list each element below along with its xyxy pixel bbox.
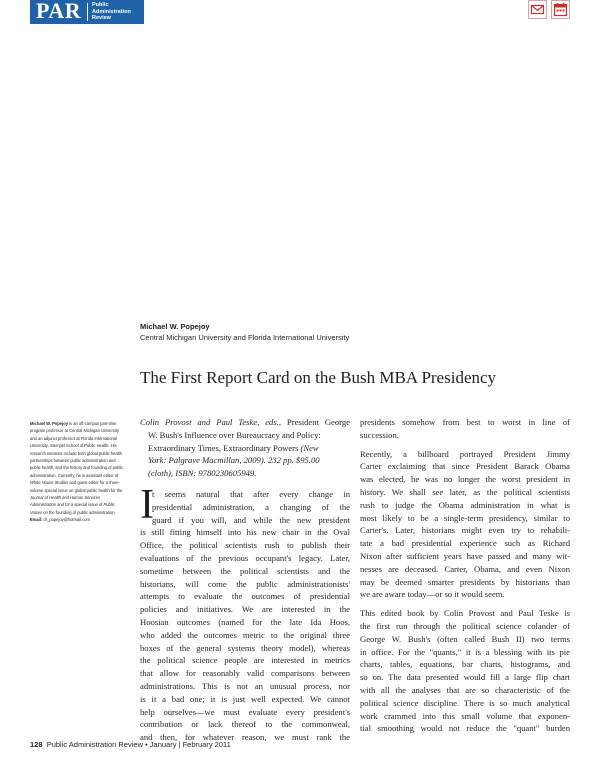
- paragraph: [360, 607, 570, 735]
- body-line: so on. The data presented would fill a large flip chart: [360, 672, 570, 683]
- body-line: This edited book by Colin Provost and Paul Teske is: [360, 608, 570, 619]
- book-citation-line: Extraordinary Times, Extraordinary Powers (New: [148, 442, 319, 453]
- body-line: the political science people are interested in metrics: [140, 655, 350, 666]
- journal-logo: [30, 0, 144, 24]
- book-citation-line: Colin Provost and Paul Teske, eds., President George: [140, 417, 350, 427]
- body-line: nesses are deceased. Carter, Obama, and even Nixon: [360, 563, 570, 574]
- column-left-body: [140, 526, 350, 744]
- logo-par: PAR: [36, 0, 82, 23]
- body-line: with all the analyses that are so characteristic of the: [360, 684, 570, 695]
- body-line: sometime between the political scientists and the: [140, 565, 350, 576]
- body-line: was elected, he was no longer the worst president in: [360, 474, 570, 485]
- page-footer: [30, 740, 231, 750]
- body-line: tial smoothing would not reduce the "quant" burden: [360, 723, 570, 734]
- column-right: [360, 416, 570, 735]
- author-bio: Michael W. Popejoy is an off-campus part-time program professor at Central Michigan University and an adjunct professor at Florida International University, Stempel School of Public Health. His research interests include both global public health partnerships between public administration and public health, and the history and founding of public administration. Currently, he is assistant editor of White House Studies and guest editor for a three-volume special issue on global public health for the Journal of Health and Human Services Administration and for a special issue of Public Voices on the founding of public administration. Email: dr_popejoy@hotmail.com: [30, 421, 124, 523]
- body-line: t seems natural that after every change in: [152, 488, 350, 499]
- email-icon[interactable]: [528, 0, 547, 19]
- body-line: presidential administration, a changing of the: [152, 501, 350, 512]
- body-line: history. We shall see later, as the political scientists: [360, 486, 570, 497]
- body-line: charts, tables, equations, bar charts, histograms, and: [360, 659, 570, 670]
- body-line: boxes of the general systems theory model), whereas: [140, 642, 350, 653]
- body-line: Carter exclaiming that since President Barack Obama: [360, 461, 570, 472]
- author-affiliation: Central Michigan University and Florida International University: [140, 333, 350, 342]
- body-line: Office, the political scientists rush to publish their: [140, 540, 350, 551]
- body-line: that allow for reasonably valid comparisons between: [140, 668, 350, 679]
- paragraph: [360, 448, 570, 602]
- body-line: attempts to evaluate the outcomes of presidential: [140, 591, 350, 602]
- footer-text: Public Administration Review • January | February 2011: [46, 740, 231, 749]
- logo-subtitle: Public Administration Review: [92, 2, 131, 21]
- body-line: Hoosian outcomes (named for the late Ida Hoos,: [140, 616, 350, 627]
- bio-name: Michael W. Popejoy: [30, 421, 68, 426]
- body-line: policies and initiatives. We are interested in the: [140, 604, 350, 615]
- body-line: in office. For the "quants," it is a blessing with its pie: [360, 646, 570, 657]
- column-left: [140, 416, 350, 744]
- logo-divider: [87, 3, 88, 21]
- header-icons: [528, 0, 570, 19]
- body-line: work crammed into this small volume that exponen-: [360, 710, 570, 721]
- body-line: may be deemed smarter presidents by historians than: [360, 576, 570, 587]
- book-citation-line: (cloth), ISBN: 9780230605949.: [148, 468, 257, 479]
- calendar-icon[interactable]: [551, 0, 570, 19]
- bio-email-label: Email:: [30, 517, 43, 523]
- article-title: The First Report Card on the Bush MBA Presidency: [140, 368, 497, 387]
- body-line: political science discipline. There is so much analytical: [360, 697, 570, 708]
- body-line: we are aware today—or so it would seem.: [360, 589, 505, 600]
- body-line: who added the outcomes metric to the original three: [140, 629, 350, 640]
- drop-cap: I: [140, 481, 154, 528]
- body-line: succession.: [360, 429, 399, 440]
- body-line: guard if you will, and while the new president: [152, 514, 350, 525]
- body-line: help ourselves—we must evaluate every president's: [140, 706, 350, 717]
- bio-email[interactable]: dr_popejoy@hotmail.com: [42, 517, 90, 523]
- body-line: most likely to be a single-term presidency, similar to: [360, 512, 570, 523]
- book-citation-line: York: Palgrave Macmillan, 2009). 232 pp. $95.00: [148, 455, 320, 466]
- body-line: rush to judge the Obama administration in what is: [360, 499, 570, 510]
- body-line: evaluations of the previous occupant's legacy. Later,: [140, 552, 350, 563]
- body-line: George W. Bush's (often called Bush II) two terms: [360, 633, 570, 644]
- body-line: is still fitting himself into his new chair in the Oval: [140, 527, 350, 538]
- book-citation-line: W. Bush's Influence over Bureaucracy and Policy:: [148, 429, 321, 440]
- paragraph: [360, 416, 570, 442]
- body-line: tate a bad presidential experience such as Richard: [360, 538, 570, 549]
- author-name: Michael W. Popejoy: [140, 322, 210, 331]
- body-line: Recently, a billboard portrayed President Jimmy: [360, 448, 570, 459]
- page-number: 128: [30, 740, 43, 749]
- body-line: Carter's. Later, historians might even try to rehabili-: [360, 525, 570, 536]
- body-line: Nixon after sufficient years have passed and many wit-: [360, 550, 570, 561]
- body-line: and then, for whatever reason, we must rank the: [140, 732, 350, 743]
- body-line: contribution or lack thereof to the commonweal,: [140, 719, 350, 730]
- body-line: the first run through the political science colander of: [360, 620, 570, 631]
- author-block: [140, 322, 349, 344]
- first-paragraph: [140, 481, 350, 528]
- body-line: historians, will come the public administrationists': [140, 578, 350, 589]
- body-line: administrations. This is not an unusual process, nor: [140, 680, 350, 691]
- body-line: is it a bad one; it is just well expected. We cannot: [140, 693, 350, 704]
- body-line: presidents somehow from best to worst in line of: [360, 417, 570, 427]
